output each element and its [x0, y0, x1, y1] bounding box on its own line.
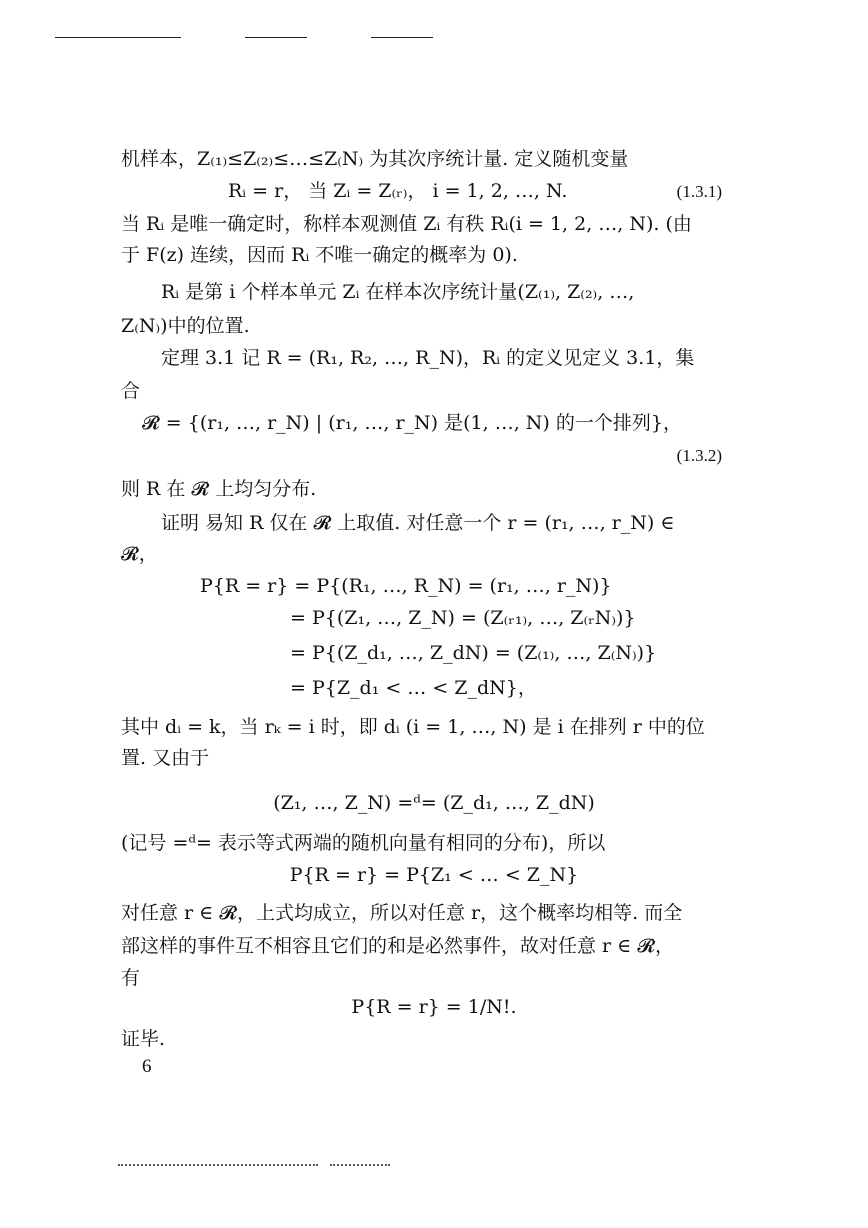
text-line: 机样本，Z₍₁₎≤Z₍₂₎≤…≤Z₍N₎ 为其次序统计量. 定义随机变量: [121, 148, 629, 170]
equation-line: = P{(Z_d₁, …, Z_dN) = (Z₍₁₎, …, Z₍N₎)}: [290, 642, 657, 664]
text-line: Z₍N₎)中的位置.: [121, 315, 250, 337]
text-line: (记号 =ᵈ= 表示等式两端的随机向量有相同的分布)，所以: [121, 832, 606, 854]
equation-1-3-2: 𝓡 = {(r₁, …, r_N) | (r₁, …, r_N) 是(1, …, N) 的一个排列}，: [142, 412, 682, 434]
proof-heading: 证明 易知 R 仅在 𝓡 上取值. 对任意一个 r = (r₁, …, r_N) ∈: [161, 512, 675, 534]
text-line: 有: [121, 967, 141, 989]
proof-end: 证毕.: [121, 1028, 166, 1050]
header-rule-3: [371, 37, 433, 38]
equation-line: P{R = r} = 1/N!.: [351, 996, 517, 1018]
footer-scan-dots: [118, 1164, 318, 1166]
header-rule-2: [245, 37, 307, 38]
equation-line: P{R = r} = P{Z₁ < … < Z_N}: [289, 864, 579, 886]
text-line: 置. 又由于: [121, 747, 210, 769]
text-line: 则 R 在 𝓡 上均匀分布.: [121, 478, 317, 500]
equation-1-3-1: Rᵢ = r， 当 Zᵢ = Z₍ᵣ₎， i = 1, 2, …, N.: [228, 180, 568, 202]
footer-scan-dots: [330, 1164, 390, 1166]
text-line: 合: [121, 380, 141, 402]
equation-number: (1.3.1): [676, 182, 722, 201]
theorem-heading: 定理 3.1 记 R = (R₁, R₂, …, R_N)，Rᵢ 的定义见定义 3.1，集: [161, 347, 695, 369]
text-line: 𝓡，: [121, 543, 158, 565]
text-line: 于 F(z) 连续，因而 Rᵢ 不唯一确定的概率为 0).: [121, 244, 518, 266]
text-line: Rᵢ 是第 i 个样本单元 Zᵢ 在样本次序统计量(Z₍₁₎, Z₍₂₎, …,: [161, 281, 635, 303]
equation-line: = P{Z_d₁ < … < Z_dN}，: [290, 677, 537, 699]
equation-number: (1.3.2): [676, 446, 722, 465]
equation-line: = P{(Z₁, …, Z_N) = (Z₍ᵣ₁₎, …, Z₍ᵣN₎)}: [290, 607, 636, 629]
text-line: 当 Rᵢ 是唯一确定时，称样本观测值 Zᵢ 有秩 Rᵢ(i = 1, 2, …, N). (由: [121, 213, 692, 235]
header-rule-1: [55, 37, 181, 38]
equation-line: (Z₁, …, Z_N) =ᵈ= (Z_d₁, …, Z_dN): [273, 792, 595, 814]
text-line: 其中 dᵢ = k，当 rₖ = i 时，即 dᵢ (i = 1, …, N) 是 i 在排列 r 中的位: [121, 716, 705, 738]
page-number: 6: [142, 1056, 152, 1077]
text-line: 对任意 r ∈ 𝓡，上式均成立，所以对任意 r，这个概率均相等. 而全: [121, 902, 683, 924]
text-line: 部这样的事件互不相容且它们的和是必然事件，故对任意 r ∈ 𝓡，: [121, 935, 675, 957]
equation-line: P{R = r} = P{(R₁, …, R_N) = (r₁, …, r_N)}: [200, 575, 612, 597]
